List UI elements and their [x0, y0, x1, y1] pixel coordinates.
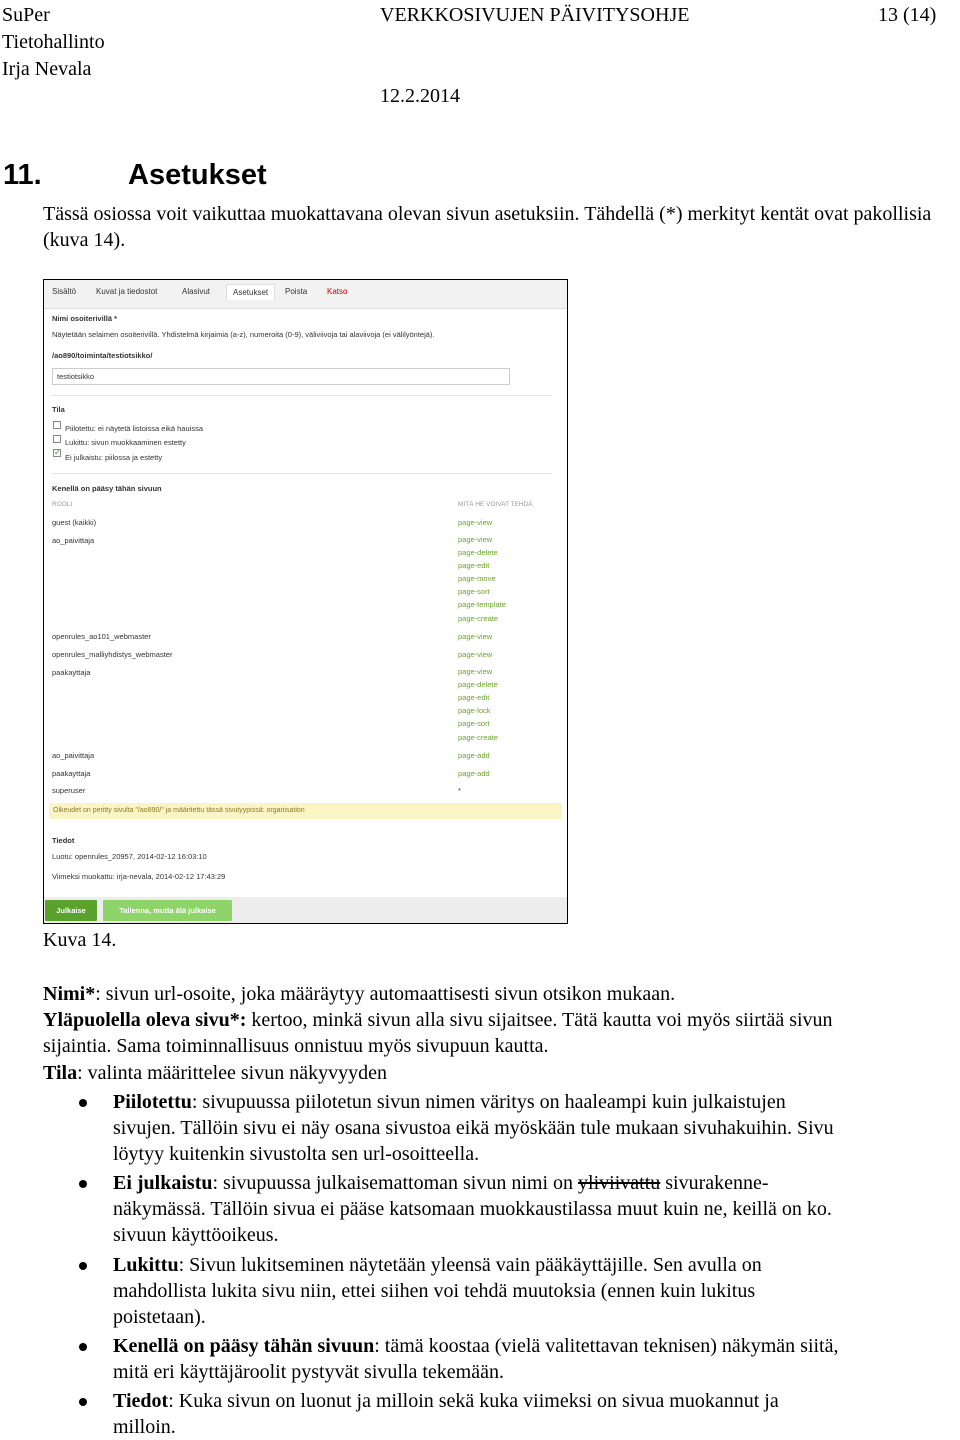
bullet-lukittu: [113, 1252, 953, 1331]
nimi-paragraph: [43, 981, 675, 1007]
section-intro: Tässä osiossa voit vaikuttaa muokattavana olevan sivun asetuksiin. Tähdellä (*) merkityt kentät ovat pakollisia (kuva 14).: [43, 203, 932, 251]
bullet-icon: [79, 1099, 87, 1107]
bullet-piilotettu: [113, 1089, 953, 1168]
role-name: paakayttaja: [52, 668, 91, 677]
inherit-notice: [49, 803, 562, 819]
actions-column-header: MITÄ HE VOIVAT TEHDÄ: [458, 501, 533, 508]
hidden-checkbox[interactable]: [53, 421, 61, 429]
bullet-term: Ei julkaistu: [113, 1172, 213, 1194]
hidden-checkbox-label: Piilotettu: ei näytetä listoissa eikä hauissa: [65, 424, 203, 433]
name-field-help: Näytetään selaimen osoiterivillä. Yhdistelmä kirjaimia (a-z), numeroita (0-9), väliviivoja tai alaviivoja (ei välilyöntejä).: [52, 330, 435, 339]
divider: [52, 395, 552, 396]
tab-view[interactable]: Katso: [327, 287, 348, 296]
role-action: page-view: [458, 632, 493, 641]
bullet-term: Kenellä on pääsy tähän sivuun: [113, 1335, 375, 1357]
bullet-term: Tiedot: [113, 1390, 169, 1412]
role-action: page-create: [458, 733, 499, 742]
name-field-label: Nimi osoiterivillä *: [52, 314, 118, 323]
role-action: page-delete: [458, 548, 498, 557]
locked-checkbox-label: Lukittu: sivun muokkaaminen estetty: [65, 438, 186, 447]
section-number: 11.: [3, 159, 42, 191]
role-action: page-add: [458, 751, 490, 760]
tab-images-files[interactable]: Kuvat ja tiedostot: [96, 287, 158, 296]
nimi-text: : sivun url-osoite, joka määräytyy automaattisesti sivun otsikon mukaan.: [95, 983, 676, 1005]
role-action: page-move: [458, 574, 496, 583]
tab-subpages[interactable]: Alasivut: [182, 287, 211, 296]
header-dept: Tietohallinto: [2, 31, 105, 53]
bullet-text: : sivupuussa julkaisemattoman sivun nimi on: [212, 1172, 579, 1194]
tab-settings[interactable]: Asetukset: [226, 284, 275, 300]
role-name: paakayttaja: [52, 769, 91, 778]
role-name: guest (kaikki): [52, 518, 97, 527]
settings-screenshot: [43, 279, 568, 924]
role-column-header: ROOLI: [52, 501, 73, 508]
tila-text: : valinta määrittelee sivun näkyvyyden: [77, 1062, 387, 1084]
role-action: page-sort: [458, 587, 490, 596]
action-footer: [44, 897, 567, 924]
modified-info: Viimeksi muokattu: irja-nevala, 2014-02-12 17:43:29: [52, 872, 226, 881]
bullet-access: [113, 1333, 953, 1385]
tab-bar: [44, 280, 567, 309]
parent-paragraph-cont: sijaintia. Sama toiminnallisuus onnistuu myös sivupuun kautta.: [43, 1035, 549, 1057]
bullet-text: : Kuka sivun on luonut ja milloin sekä kuka viimeksi on sivua muokannut ja: [168, 1390, 779, 1412]
publish-button[interactable]: Julkaise: [45, 900, 97, 921]
bullet-icon: [79, 1343, 87, 1351]
role-action: *: [458, 786, 461, 795]
info-label: Tiedot: [52, 836, 75, 845]
role-name: openrules_ao101_webmaster: [52, 632, 151, 641]
parent-text: kertoo, minkä sivun alla sivu sijaitsee. Tätä kautta voi myös siirtää sivun: [246, 1009, 833, 1031]
check-mark-icon: ✓: [54, 448, 61, 457]
role-action: page-create: [458, 614, 499, 623]
bullet-tiedot: [113, 1388, 953, 1440]
inherit-notice-text: Oikeudet on peritty sivulta "/ao890/" ja määritettu tässä sivutyypissä: organisation: [53, 807, 305, 814]
tila-term: Tila: [43, 1062, 78, 1084]
bullet-icon: [79, 1262, 87, 1270]
unpublished-checkbox[interactable]: [53, 449, 61, 457]
role-action: page-view: [458, 535, 493, 544]
page-path: /ao890/toiminta/testiotsikko/: [52, 351, 153, 360]
access-label: Kenellä on pääsy tähän sivuun: [52, 484, 162, 493]
bullet-text: näkymässä. Tällöin sivua ei pääse katsomaan muokkaustilassa muut kuin ne, keillä on ko.: [113, 1198, 832, 1221]
state-label: Tila: [52, 405, 65, 414]
role-action: page-template: [458, 600, 506, 609]
bullet-text: : tämä koostaa (vielä valitettavan teknisen) näkymän siitä,: [374, 1335, 839, 1357]
unpublished-checkbox-label: Ei julkaistu: piilossa ja estetty: [65, 453, 163, 462]
tab-delete[interactable]: Poista: [285, 287, 308, 296]
bullet-text: : sivupuussa piilotetun sivun nimen väritys on haaleampi kuin julkaistujen: [191, 1091, 786, 1113]
bullet-text: mitä eri käyttäjäroolit pystyvät sivulla tekemään.: [113, 1361, 504, 1384]
bullet-text: sivurakenne-: [660, 1172, 769, 1194]
role-action: page-view: [458, 650, 493, 659]
bullet-text: poistetaan).: [113, 1306, 206, 1329]
tila-paragraph: [43, 1060, 387, 1086]
bullet-text: sivujen. Tällöin sivu ei näy osana sivustoa eikä myöskään tule mukaan sivuhakuihin. Sivu: [113, 1117, 834, 1140]
header-author: Irja Nevala: [2, 58, 92, 80]
role-action: page-view: [458, 518, 493, 527]
divider: [52, 473, 552, 474]
bullet-text: milloin.: [113, 1416, 176, 1439]
bullet-text: löytyy kuitenkin sivustolta sen url-osoitteella.: [113, 1143, 480, 1166]
role-action: page-view: [458, 667, 493, 676]
bullet-term: Piilotettu: [113, 1091, 192, 1113]
tab-content[interactable]: Sisältö: [52, 287, 77, 296]
created-info: Luotu: openrules_20957, 2014-02-12 16:03:10: [52, 852, 207, 861]
role-action: page-delete: [458, 680, 498, 689]
bullet-text: : Sivun lukitseminen näytetään yleensä vain pääkäyttäjille. Sen avulla on: [178, 1254, 762, 1276]
role-action: page-add: [458, 769, 490, 778]
role-name: superuser: [52, 786, 86, 795]
bullet-term: Lukittu: [113, 1254, 179, 1276]
parent-paragraph: [43, 1007, 833, 1033]
header-org: SuPer: [2, 4, 50, 26]
nimi-term: Nimi*: [43, 983, 96, 1005]
bullet-text: sivuun käyttöoikeus.: [113, 1224, 279, 1247]
header-page-number: 13 (14): [878, 4, 937, 26]
save-unpublished-button[interactable]: Tallenna, mutta älä julkaise: [103, 900, 232, 921]
role-name: ao_paivittaja: [52, 751, 95, 760]
role-action: page-lock: [458, 706, 491, 715]
locked-checkbox[interactable]: [53, 435, 61, 443]
role-action: page-edit: [458, 561, 490, 570]
role-action: page-sort: [458, 719, 490, 728]
header-doc-title: VERKKOSIVUJEN PÄIVITYSOHJE: [380, 4, 690, 26]
bullet-ei-julkaistu: [113, 1170, 953, 1249]
role-action: page-edit: [458, 693, 490, 702]
section-heading: [3, 158, 267, 192]
role-name: openrules_malliyhdistys_webmaster: [52, 650, 173, 659]
role-name: ao_paivittaja: [52, 536, 95, 545]
section-title: Asetukset: [128, 159, 267, 191]
parent-term: Yläpuolella oleva sivu*:: [43, 1009, 247, 1031]
bullet-icon: [79, 1398, 87, 1406]
figure-caption: Kuva 14.: [43, 929, 117, 951]
name-input-value: testiotsikko: [57, 372, 95, 381]
bullet-icon: [79, 1180, 87, 1188]
name-input[interactable]: [52, 368, 510, 385]
header-date: 12.2.2014: [380, 85, 460, 107]
bullet-text: mahdollista lukita sivu niin, ettei siihen voi tehdä muutoksia (ennen kuin lukitus: [113, 1280, 756, 1303]
strikethrough-word: yliviivattu: [578, 1172, 661, 1194]
